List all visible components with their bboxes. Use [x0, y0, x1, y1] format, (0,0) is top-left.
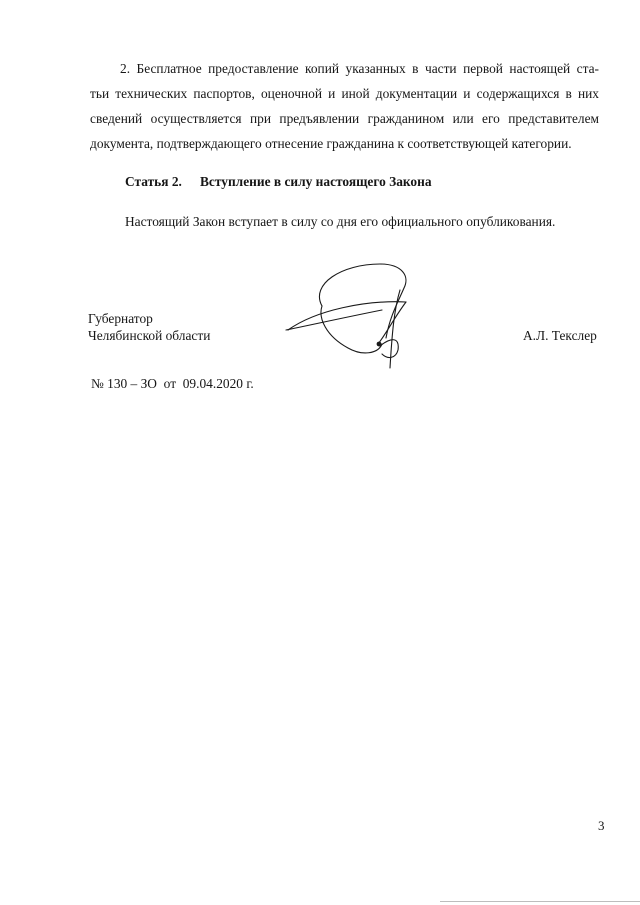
scan-edge-line [440, 901, 640, 902]
paragraph-2-line-4: документа, подтверждающего отнесение гражданина к соответствующей категории. [90, 136, 572, 151]
signatory-name: А.Л. Текслер [523, 328, 597, 343]
article-2-text: Настоящий Закон вступает в силу со дня его официального опубликования. [125, 214, 556, 229]
paragraph-2-line-1: 2. Бесплатное предоставление копий указанных в части первой настоящей ста- [120, 61, 599, 76]
page-number: 3 [598, 818, 605, 833]
article-2-title: Вступление в силу настоящего Закона [200, 174, 432, 189]
paragraph-2-line-3: сведений осуществляется при предъявлении гражданином или его представителем [90, 111, 599, 126]
signatory-position-line-2: Челябинской области [88, 328, 211, 343]
paragraph-2-line-2: тьи технических паспортов, оценочной и иной документации и содержащихся в них [90, 86, 599, 101]
law-number-date: № 130 – ЗО от 09.04.2020 г. [91, 376, 254, 391]
handwritten-signature [282, 258, 422, 376]
signatory-position-line-1: Губернатор [88, 311, 153, 326]
article-2-number: Статья 2. [125, 174, 182, 189]
